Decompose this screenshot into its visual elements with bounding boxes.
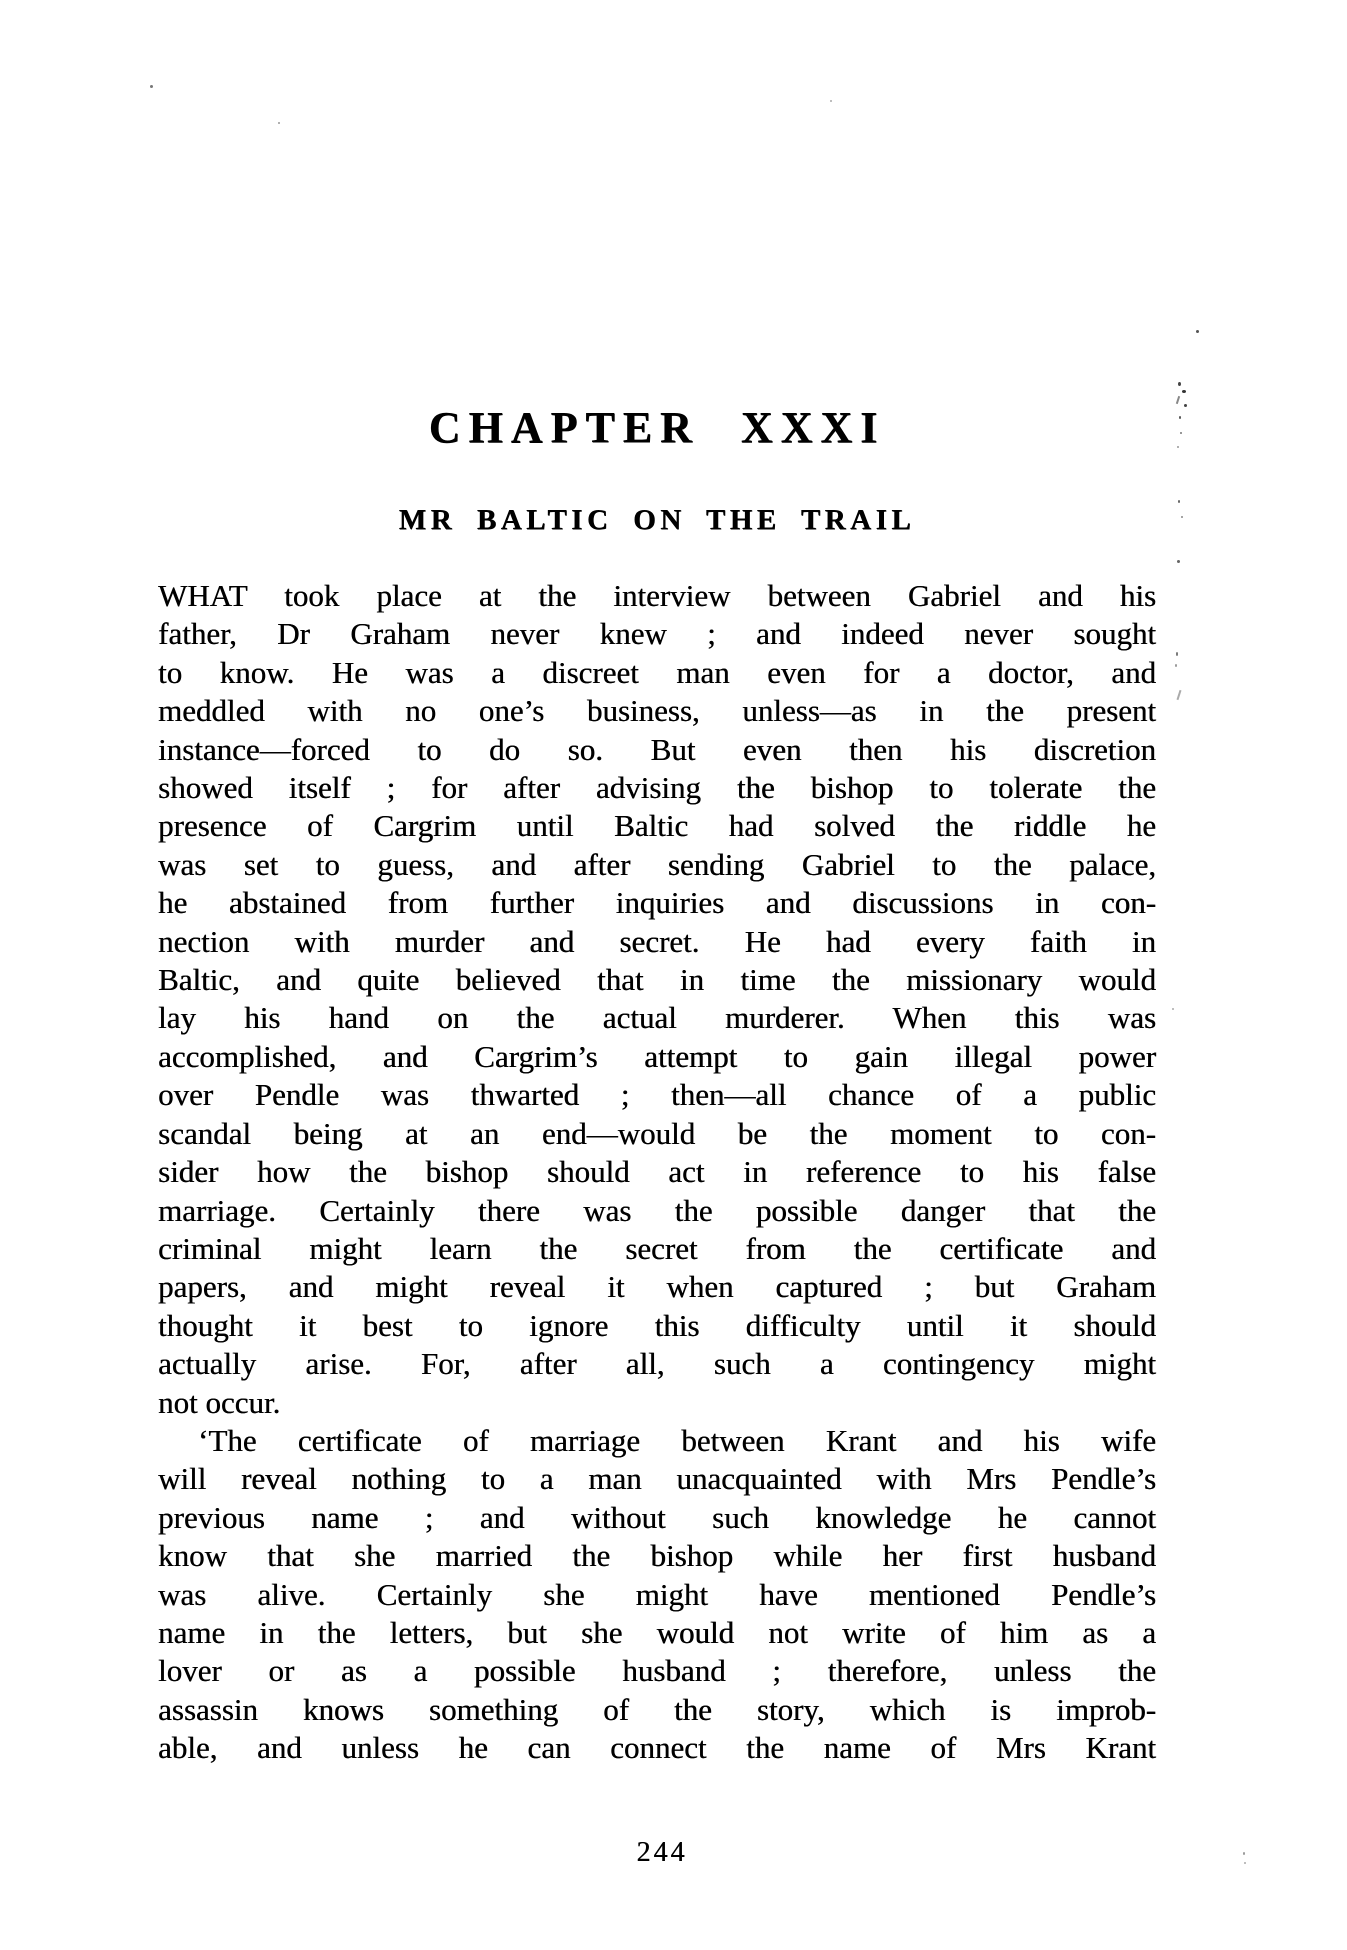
text-line: papers, and might reveal it when captured ; but Graham — [158, 1269, 1156, 1305]
text-line: ‘The certificate of marriage between Krant and his wife — [198, 1422, 1156, 1458]
text-line: thought it best to ignore this difficulty until it should — [158, 1307, 1156, 1343]
text-line: father, Dr Graham never knew ; and indeed never sought — [158, 616, 1156, 652]
text-line: was set to guess, and after sending Gabriel to the palace, — [158, 846, 1156, 882]
scan-speck — [1178, 382, 1181, 386]
text-line: instance—forced to do so. But even then his discretion — [158, 731, 1156, 767]
text-line: was alive. Certainly she might have mentioned Pendle’s — [158, 1576, 1156, 1612]
chapter-title: CHAPTER XXXI — [428, 403, 886, 452]
scan-speck — [1182, 390, 1186, 393]
scan-speck — [1244, 1862, 1246, 1864]
scan-speck — [1172, 1008, 1174, 1010]
scan-speck — [1177, 560, 1180, 563]
scan-speck — [1177, 446, 1179, 448]
text-line: showed itself ; for after advising the bishop to tolerate the — [158, 770, 1156, 806]
scan-speck — [150, 85, 153, 88]
scan-speck — [278, 122, 280, 124]
chapter-subtitle: MR BALTIC ON THE TRAIL — [398, 504, 916, 536]
scan-speck — [1243, 1852, 1245, 1855]
scan-speck — [830, 100, 832, 102]
text-line: he abstained from further inquiries and discussions in con- — [158, 885, 1156, 921]
text-line: nection with murder and secret. He had every faith in — [158, 923, 1156, 959]
text-line: sider how the bishop should act in reference to his false — [158, 1154, 1156, 1190]
body-text — [158, 577, 1156, 1768]
text-line: know that she married the bishop while her first husband — [158, 1538, 1156, 1574]
text-line: criminal might learn the secret from the certificate and — [158, 1230, 1156, 1266]
text-line: name in the letters, but she would not write of him as a — [158, 1614, 1156, 1650]
scan-speck — [1178, 500, 1180, 503]
text-line: previous name ; and without such knowledge he cannot — [158, 1499, 1156, 1535]
scan-speck — [1181, 516, 1183, 518]
text-line: not occur. — [158, 1384, 281, 1420]
scan-speck — [1176, 652, 1178, 656]
text-line: Baltic, and quite believed that in time the missionary would — [158, 962, 1156, 998]
page-number: 244 — [636, 1837, 688, 1868]
text-line: meddled with no one’s business, unless—as in the present — [158, 693, 1156, 729]
text-line: over Pendle was thwarted ; then—all chance of a public — [158, 1077, 1156, 1113]
text-line: lay his hand on the actual murderer. When this was — [158, 1000, 1156, 1036]
text-line: assassin knows something of the story, which is improb- — [158, 1691, 1156, 1727]
scan-mark — [1177, 690, 1182, 700]
text-line: accomplished, and Cargrim’s attempt to gain illegal power — [158, 1038, 1156, 1074]
paragraph — [158, 577, 1156, 1422]
scan-speck — [1179, 416, 1181, 419]
paragraph — [158, 1422, 1156, 1768]
text-line: lover or as a possible husband ; therefore, unless the — [158, 1653, 1156, 1689]
text-line: presence of Cargrim until Baltic had solved the riddle he — [158, 808, 1156, 844]
text-line: scandal being at an end—would be the moment to con- — [158, 1115, 1156, 1151]
text-line: will reveal nothing to a man unacquainted with Mrs Pendle’s — [158, 1461, 1156, 1497]
text-line: to know. He was a discreet man even for a doctor, and — [158, 654, 1156, 690]
scan-mark — [1176, 396, 1180, 404]
text-line: actually arise. For, after all, such a contingency might — [158, 1346, 1156, 1382]
text-line: able, and unless he can connect the name of Mrs Krant — [158, 1730, 1156, 1766]
scan-speck — [1175, 664, 1177, 667]
scan-speck — [1184, 404, 1187, 407]
scan-speck — [1196, 330, 1199, 333]
text-line: WHAT took place at the interview between Gabriel and his — [158, 578, 1156, 613]
text-line: marriage. Certainly there was the possible danger that the — [158, 1192, 1156, 1228]
scan-speck — [1180, 432, 1182, 434]
